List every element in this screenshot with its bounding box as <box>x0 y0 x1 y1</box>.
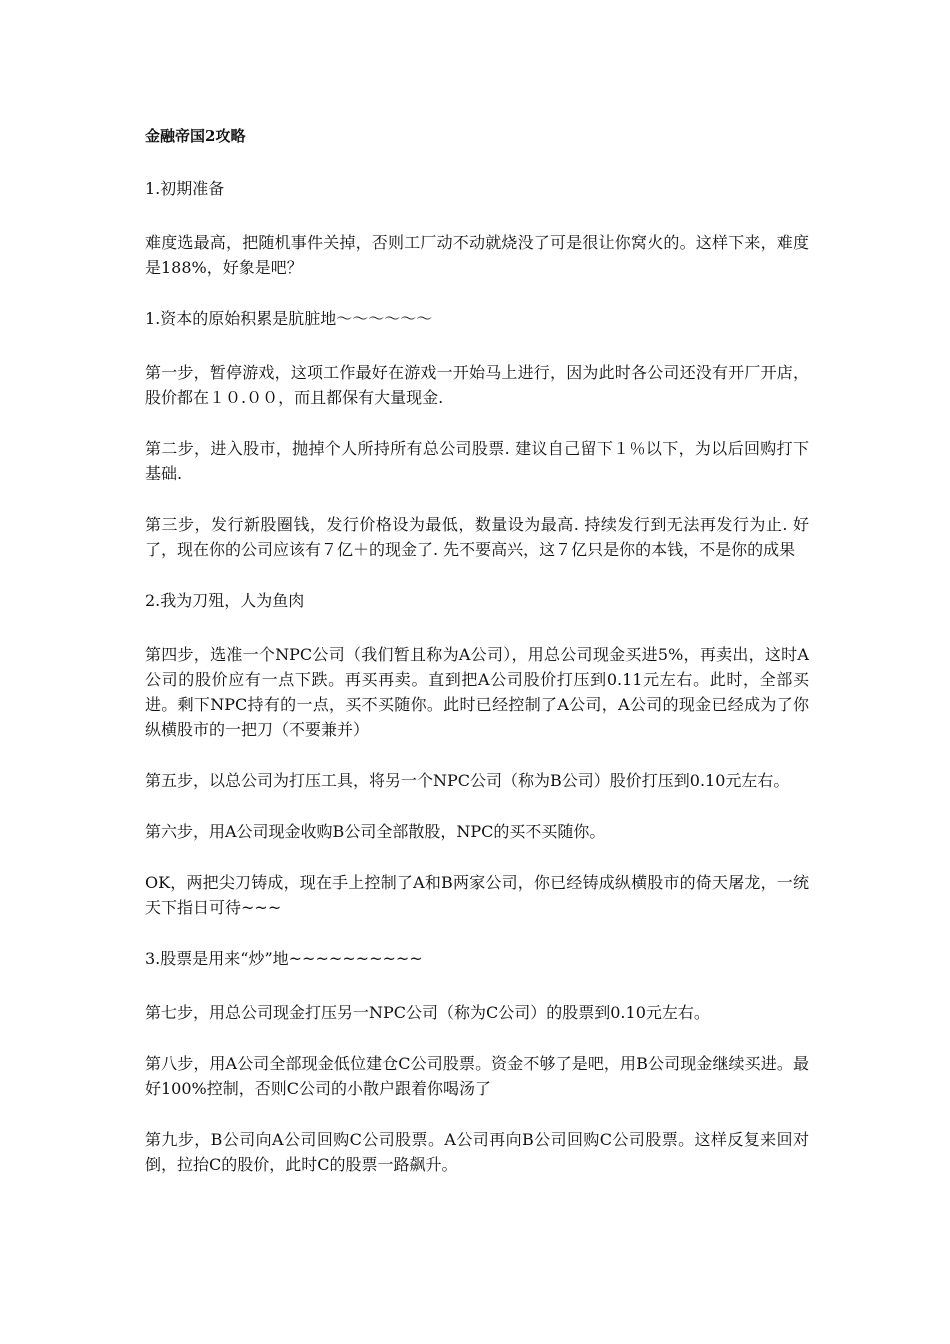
section-heading: 2.我为刀殂，人为鱼肉 <box>145 591 305 610</box>
paragraph: 难度选最高，把随机事件关掉，否则工厂动不动就烧没了可是很让你窝火的。这样下来，难度是188%，好象是吧？ <box>145 233 809 277</box>
paragraph: 第一步，暂停游戏，这项工作最好在游戏一开始马上进行，因为此时各公司还没有开厂开店，股价都在１０.００，而且都保有大量现金. <box>145 363 809 407</box>
document-title: 金融帝国2攻略 <box>145 127 246 145</box>
paragraph: 第六步，用A公司现金收购B公司全部散股，NPC的买不买随你。 <box>145 822 606 841</box>
document-body <box>145 124 809 1203</box>
section-heading: 3.股票是用来“炒”地~~~~~~~~~~ <box>145 949 423 968</box>
section-heading: 1.资本的原始积累是肮脏地～～～～～～ <box>145 309 433 328</box>
paragraph: 第二步，进入股市，抛掉个人所持所有总公司股票. 建议自己留下１％以下，为以后回购打下基础. <box>145 439 809 483</box>
paragraph: 第四步，选准一个NPC公司（我们暂且称为A公司），用总公司现金买进5%，再卖出，这时A公司的股价应有一点下跌。再买再卖。直到把A公司股价打压到0.11元左右。此时，全部买进。剩下NPC持有的一点，买不买随你。此时已经控制了A公司，A公司的现金已经成为了你纵横股市的一把刀（不要兼并） <box>145 645 809 739</box>
section-heading: 1.初期准备 <box>145 179 225 198</box>
paragraph: 第八步，用A公司全部现金低位建仓C公司股票。资金不够了是吧，用B公司现金继续买进。最好100%控制，否则C公司的小散户跟着你喝汤了 <box>145 1054 809 1098</box>
document-blocks <box>145 176 809 1177</box>
paragraph: 第五步，以总公司为打压工具，将另一个NPC公司（称为B公司）股价打压到0.10元左右。 <box>145 771 790 790</box>
paragraph: OK，两把尖刀铸成，现在手上控制了A和B两家公司，你已经铸成纵横股市的倚天屠龙，一统天下指日可待~~~ <box>145 873 809 917</box>
paragraph: 第九步，B公司向A公司回购C公司股票。A公司再向B公司回购C公司股票。这样反复来回对倒，拉抬C的股价，此时C的股票一路飙升。 <box>145 1130 809 1174</box>
paragraph: 第七步，用总公司现金打压另一NPC公司（称为C公司）的股票到0.10元左右。 <box>145 1003 710 1022</box>
paragraph: 第三步，发行新股圈钱，发行价格设为最低，数量设为最高. 持续发行到无法再发行为止. 好了，现在你的公司应该有７亿＋的现金了. 先不要高兴，这７亿只是你的本钱，不是你的成果 <box>145 515 809 559</box>
